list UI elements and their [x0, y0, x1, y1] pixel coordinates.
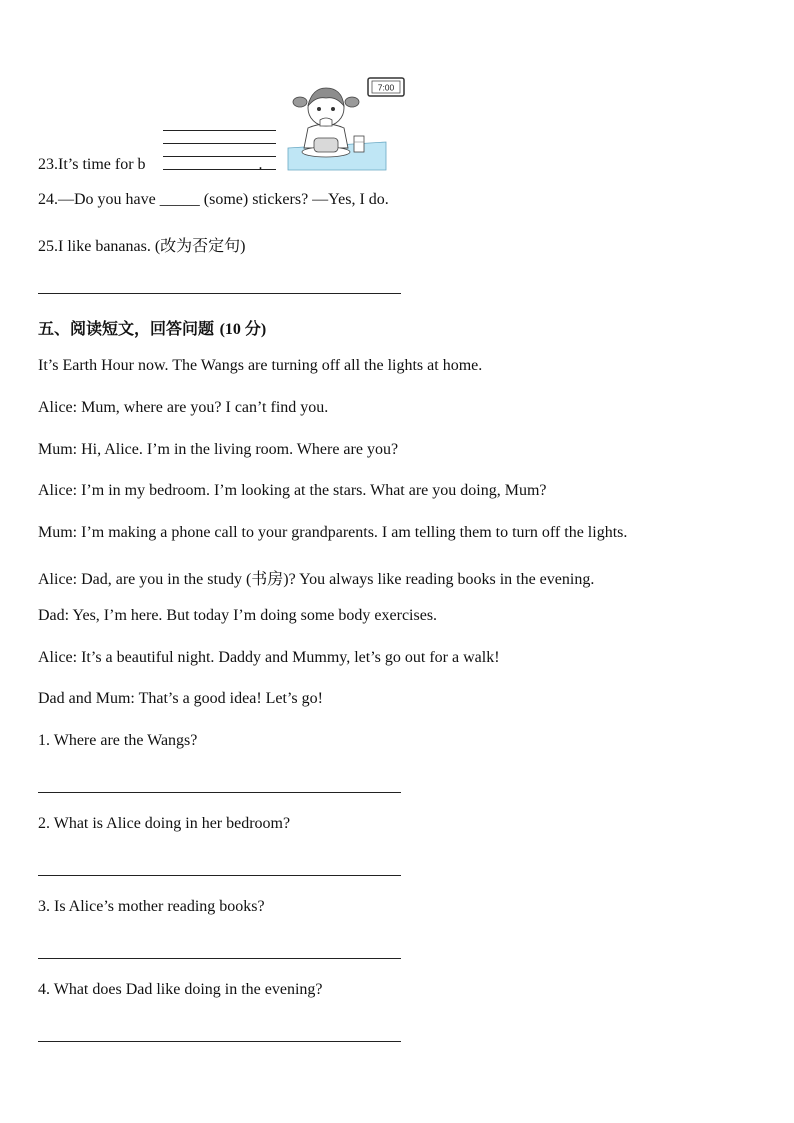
passage-line: Dad: Yes, I’m here. But today I’m doing some body exercises.	[38, 607, 438, 624]
question-24-blank[interactable]: _____	[159, 191, 200, 208]
question-24-text: 24.—Do you have	[38, 191, 160, 208]
passage-line: Mum: Hi, Alice. I’m in the living room. Where are you?	[38, 441, 399, 458]
clock-icon	[368, 78, 404, 96]
answer-line-1[interactable]	[38, 792, 401, 793]
question-1: 1. Where are the Wangs?	[38, 732, 198, 749]
question-23-period: .	[258, 156, 263, 173]
passage-line: Dad and Mum: That’s a good idea! Let’s go!	[38, 690, 323, 707]
clock-time: 7:00	[377, 82, 395, 93]
question-24-rest: (some) stickers? —Yes, I do.	[199, 191, 389, 208]
question-24	[38, 191, 389, 209]
answer-line-2[interactable]	[38, 875, 401, 876]
passage-line: It’s Earth Hour now. The Wangs are turning off all the lights at home.	[38, 357, 483, 374]
passage-line: Alice: It’s a beautiful night. Daddy and Mummy, let’s go out for a walk!	[38, 649, 500, 666]
question-23	[38, 156, 263, 174]
passage-line: Alice: Mum, where are you? I can’t find you.	[38, 399, 329, 416]
section-5-title: 五、阅读短文，回答问题	[38, 319, 220, 338]
passage-line: Mum: I’m making a phone call to your grandparents. I am telling them to turn off the lights.	[38, 524, 628, 541]
answer-line	[163, 143, 276, 144]
passage-line: Alice: I’m in my bedroom. I’m looking at the stars. What are you doing, Mum?	[38, 482, 547, 499]
answer-line-4[interactable]	[38, 1041, 401, 1042]
answer-line-q25[interactable]	[38, 293, 401, 294]
question-2: 2. What is Alice doing in her bedroom?	[38, 815, 291, 832]
section-5-heading	[38, 316, 266, 339]
passage-line: Alice: Dad, are you in the study (书房)? You always like reading books in the evening.	[38, 571, 595, 588]
answer-line-3[interactable]	[38, 958, 401, 959]
question-25	[38, 233, 246, 256]
answer-line	[163, 130, 276, 131]
question-23-text: 23.It’s time for b	[38, 156, 146, 173]
girl-breakfast-illustration	[286, 76, 406, 172]
question-4: 4. What does Dad like doing in the evening?	[38, 981, 323, 998]
question-3: 3. Is Alice’s mother reading books?	[38, 898, 265, 915]
question-25-text: 25.I like bananas. (改为否定句)	[38, 238, 246, 255]
section-5-points: (10 分)	[219, 321, 267, 338]
